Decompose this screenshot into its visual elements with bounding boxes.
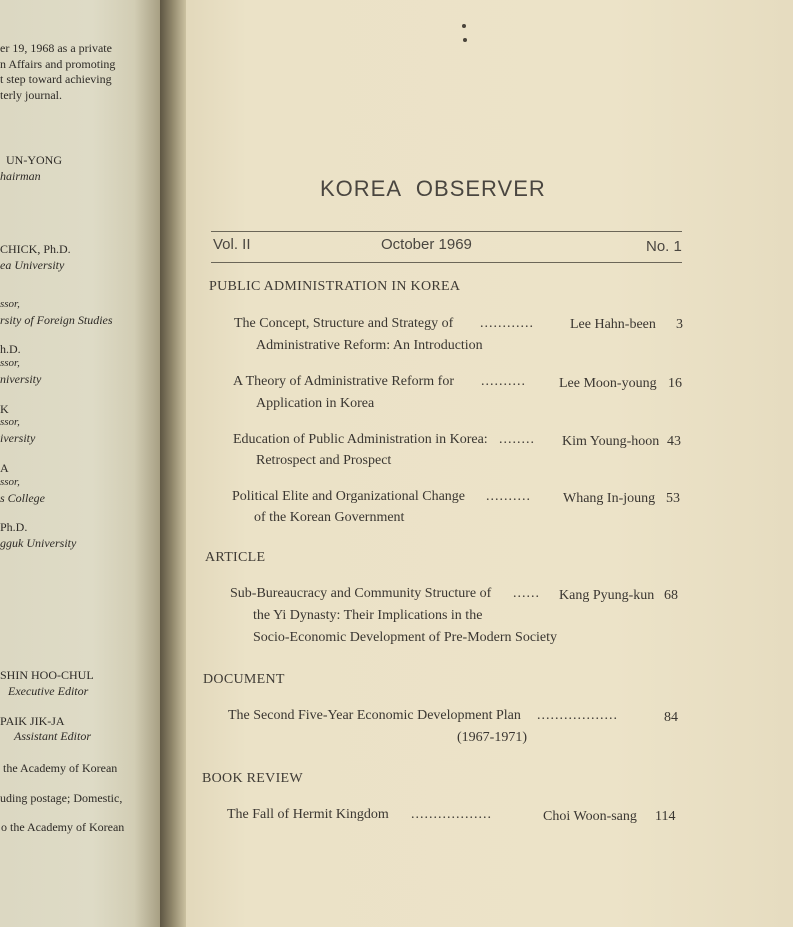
entry-author: Lee Moon-young xyxy=(559,376,657,391)
issue-number: No. 1 xyxy=(646,238,682,255)
entry-title: The Fall of Hermit Kingdom xyxy=(227,807,389,822)
left-page-line: the Academy of Korean xyxy=(3,761,118,775)
entry-leader-dots: .......... xyxy=(486,489,531,504)
header-rule-bottom xyxy=(211,262,682,263)
entry-subtitle: the Yi Dynasty: Their Implications in the xyxy=(253,608,483,623)
left-page-line: s College xyxy=(0,491,45,505)
entry-author: Kang Pyung-kun xyxy=(559,588,655,603)
left-page-line: uding postage; Domestic, xyxy=(0,791,123,805)
section-heading-article: ARTICLE xyxy=(205,550,266,565)
entry-page: 84 xyxy=(664,710,678,725)
print-mark xyxy=(463,38,467,42)
entry-title: Political Elite and Organizational Change xyxy=(232,489,466,504)
entry-page: 3 xyxy=(676,317,683,332)
entry-author: Lee Hahn-been xyxy=(570,317,656,332)
left-page-line: hairman xyxy=(0,169,41,183)
print-mark xyxy=(462,24,466,28)
entry-leader-dots: .......... xyxy=(481,374,526,389)
entry-title: The Concept, Structure and Strategy of xyxy=(234,316,454,331)
entry-title: Sub-Bureaucracy and Community Structure of xyxy=(230,586,492,601)
left-page-line: K xyxy=(0,402,9,416)
entry-subtitle: Application in Korea xyxy=(256,396,375,411)
left-page-line: n Affairs and promoting xyxy=(0,57,116,71)
entry-author: Kim Young-hoon xyxy=(562,434,660,449)
entry-author: Choi Woon-sang xyxy=(543,809,637,824)
entry-title: A Theory of Administrative Reform for xyxy=(233,374,454,389)
left-page-line: ea University xyxy=(0,258,65,272)
left-page-line: SHIN HOO-CHUL xyxy=(0,668,94,682)
left-page-line: h.D. xyxy=(0,342,21,356)
left-page-line: er 19, 1968 as a private xyxy=(0,41,112,55)
entry-leader-dots: ...... xyxy=(513,586,540,601)
entry-page: 53 xyxy=(666,491,680,506)
left-page-line: CHICK, Ph.D. xyxy=(0,242,71,256)
entry-subtitle: Retrospect and Prospect xyxy=(256,453,392,468)
left-page-line: Assistant Editor xyxy=(14,729,92,743)
left-page xyxy=(0,0,168,927)
left-page-line: Ph.D. xyxy=(0,520,28,534)
entry-page: 68 xyxy=(664,588,678,603)
left-page-line: ssor, xyxy=(0,416,20,428)
section-heading-document: DOCUMENT xyxy=(203,672,285,687)
entry-author: Whang In-joung xyxy=(563,491,656,506)
left-page-line: o the Academy of Korean xyxy=(1,820,125,834)
section-heading-public-administration: PUBLIC ADMINISTRATION IN KOREA xyxy=(209,279,461,294)
section-heading-book-review: BOOK REVIEW xyxy=(202,771,303,786)
entry-leader-dots: ............ xyxy=(480,316,534,331)
entry-leader-dots: ........ xyxy=(499,432,535,447)
left-page-line: ssor, xyxy=(0,476,20,488)
left-page-line: UN-YONG xyxy=(6,153,62,167)
left-page-line: iversity xyxy=(0,431,36,445)
volume-label: Vol. II xyxy=(213,236,251,253)
left-page-line: rsity of Foreign Studies xyxy=(0,313,113,327)
left-page-line: A xyxy=(0,461,9,475)
entry-title: Education of Public Administration in Korea: xyxy=(233,432,488,447)
entry-title: The Second Five-Year Economic Development Plan xyxy=(228,708,521,723)
entry-page: 114 xyxy=(655,809,676,824)
entry-page: 16 xyxy=(668,376,682,391)
left-page-line: ssor, xyxy=(0,298,20,310)
entry-leader-dots: .................. xyxy=(537,708,618,723)
entry-subtitle: Socio-Economic Development of Pre-Modern Society xyxy=(253,630,558,645)
left-page-line: PAIK JIK-JA xyxy=(0,714,65,728)
left-page-line: terly journal. xyxy=(0,88,62,102)
entry-page: 43 xyxy=(667,434,681,449)
entry-subtitle: Administrative Reform: An Introduction xyxy=(256,338,483,353)
header-rule-top xyxy=(211,231,682,232)
left-page-line: ssor, xyxy=(0,357,20,369)
entry-subtitle: of the Korean Government xyxy=(254,510,405,525)
left-page-line: gguk University xyxy=(0,536,77,550)
entry-leader-dots: .................. xyxy=(411,807,492,822)
left-page-line: t step toward achieving xyxy=(0,72,112,86)
journal-title: KOREA OBSERVER xyxy=(320,176,546,201)
left-page-line: niversity xyxy=(0,372,42,386)
left-page-line: Executive Editor xyxy=(8,684,89,698)
entry-subtitle: (1967-1971) xyxy=(457,730,527,745)
issue-date: October 1969 xyxy=(381,236,472,253)
